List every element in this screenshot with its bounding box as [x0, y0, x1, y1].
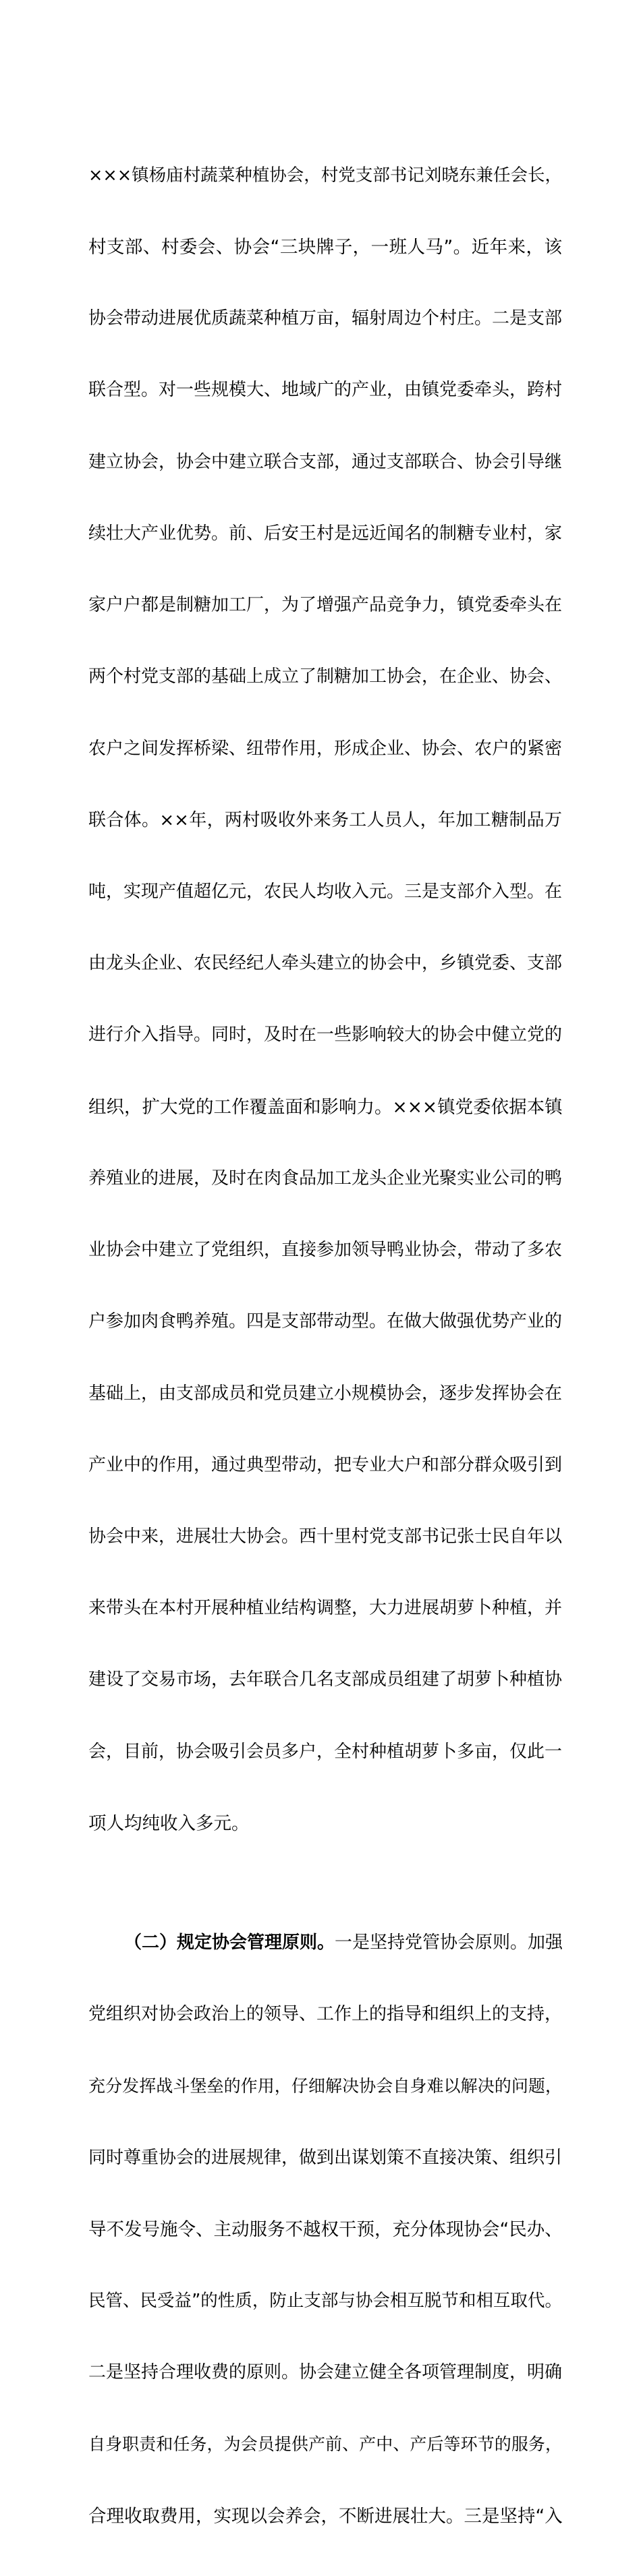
text-line: 建立协会，协会中建立联合支部，通过支部联合、协会引导继	[88, 451, 563, 472]
text-line: 会，目前，协会吸引会员多户，全村种植胡萝卜多亩，仅此一	[88, 1741, 563, 1762]
text-line: 业协会中建立了党组织，直接参加领导鸭业协会，带动了多农	[88, 1240, 563, 1261]
text-line: 联合体。××年，两村吸收外来务工人员人，年加工糖制品万	[88, 809, 562, 830]
text-line: 协会中来，进展壮大协会。西十里村党支部书记张士民自年以	[88, 1526, 563, 1547]
text-line: 同时尊重协会的进展规律，做到出谋划策不直接决策、组织引	[88, 2147, 563, 2168]
section-heading: （二）规定协会管理原则。	[124, 1932, 335, 1953]
text-line: 导不发号施令、主动服务不越权干预，充分体现协会“民办、	[88, 2219, 563, 2240]
text-line: 联合型。对一些规模大、地域广的产业，由镇党委牵头，跨村	[88, 380, 563, 401]
text-line: 党组织对协会政治上的领导、工作上的指导和组织上的支持，	[88, 2004, 563, 2025]
text-fragment: 一是坚持党管协会原则。加强	[335, 1932, 563, 1953]
paragraph-2	[88, 1883, 562, 2576]
text-line: 组织，扩大党的工作覆盖面和影响力。×××镇党委依据本镇	[88, 1096, 563, 1118]
text-line: 项人均纯收入多元。	[88, 1812, 250, 1834]
text-line: 自身职责和任务，为会员提供产前、产中、产后等环节的服务，	[88, 2434, 562, 2455]
text-line: 村支部、村委会、协会“三块牌子，一班人马”。近年来，该	[88, 237, 562, 258]
document-body	[88, 116, 562, 2576]
paragraph-2-first-line	[88, 1931, 562, 1955]
text-line: 产业中的作用，通过典型带动，把专业大户和部分群众吸引到	[88, 1454, 563, 1475]
text-line: 基础上，由支部成员和党员建立小规模协会，逐步发挥协会在	[88, 1383, 563, 1404]
text-line: 民管、民受益”的性质，防止支部与协会相互脱节和相互取代。	[88, 2290, 562, 2311]
text-line: 建设了交易市场，去年联合几名支部成员组建了胡萝卜种植协	[88, 1669, 563, 1690]
text-line: 二是坚持合理收费的原则。协会建立健全各项管理制度，明确	[88, 2362, 563, 2383]
text-line: 进行介入指导。同时，及时在一些影响较大的协会中健立党的	[88, 1025, 563, 1046]
text-line: 两个村党支部的基础上成立了制糖加工协会，在企业、协会、	[88, 666, 563, 687]
text-line: 充分发挥战斗堡垒的作用，仔细解决协会自身难以解决的问题，	[88, 2076, 562, 2096]
text-line: 家户户都是制糖加工厂，为了增强产品竞争力，镇党委牵头在	[88, 595, 563, 616]
text-line: 户参加肉食鸭养殖。四是支部带动型。在做大做强优势产业的	[88, 1311, 563, 1332]
text-line: 续壮大产业优势。前、后安王村是远近闻名的制糖专业村，家	[88, 523, 563, 544]
text-line: ×××镇杨庙村蔬菜种植协会，村党支部书记刘晓东兼任会长，	[88, 165, 562, 185]
text-line: 吨，实现产值超亿元，农民人均收入元。三是支部介入型。在	[88, 882, 563, 902]
text-line: 农户之间发挥桥梁、纽带作用，形成企业、协会、农户的紧密	[88, 738, 563, 759]
text-line: 养殖业的进展，及时在肉食品加工龙头企业光聚实业公司的鸭	[88, 1168, 563, 1189]
text-line: 来带头在本村开展种植业结构调整，大力进展胡萝卜种植，并	[88, 1598, 563, 1619]
paragraph-1	[88, 116, 562, 1883]
text-line: 合理收取费用，实现以会养会，不断进展壮大。三是坚持“入	[88, 2505, 563, 2527]
text-line: 由龙头企业、农民经纪人牵头建立的协会中，乡镇党委、支部	[88, 953, 563, 974]
text-line: 协会带动进展优质蔬菜种植万亩，辐射周边个村庄。二是支部	[88, 308, 563, 329]
